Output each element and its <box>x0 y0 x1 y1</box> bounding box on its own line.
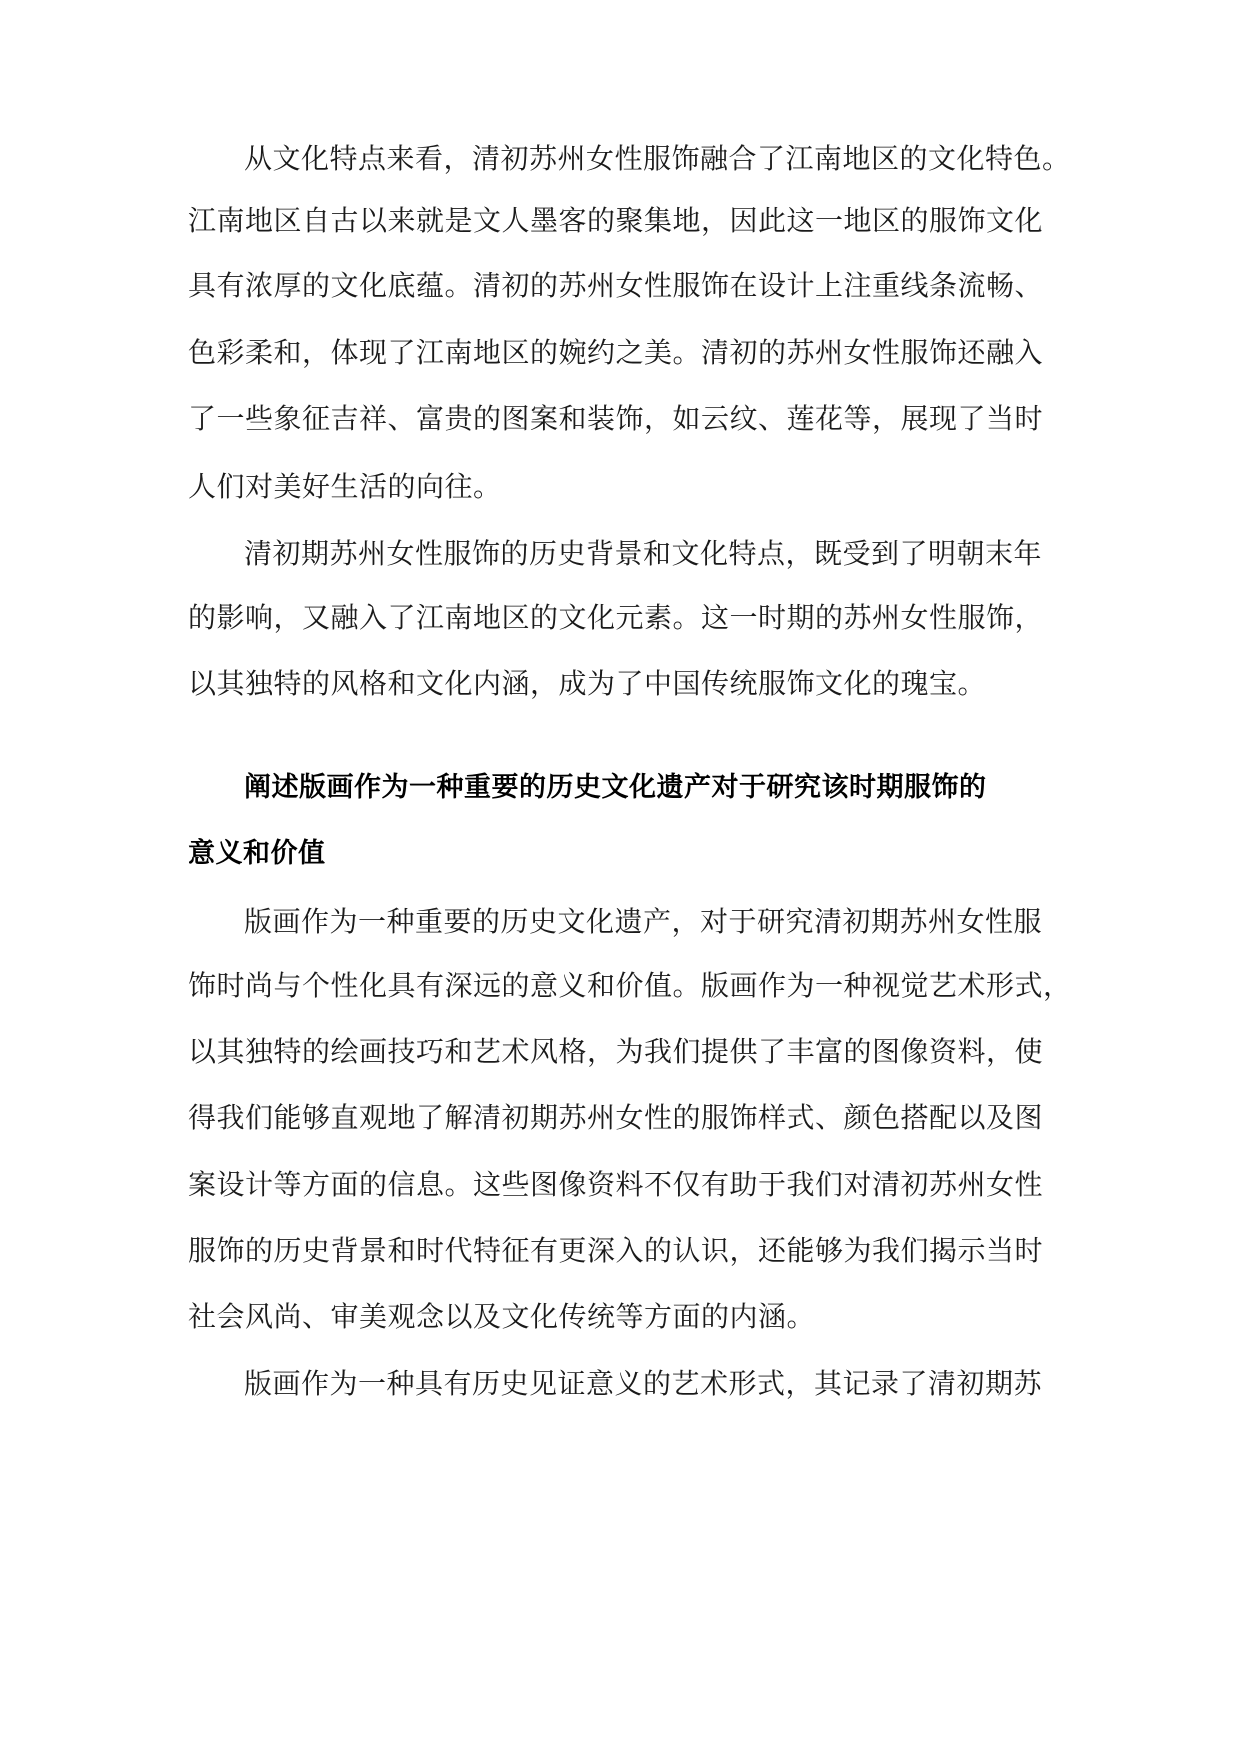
paragraph-4-line-1: 版画作为一种具有历史见证意义的艺术形式，其记录了清初期苏 <box>244 1367 1043 1400</box>
paragraph-3-line-7: 社会风尚、审美观念以及文化传统等方面的内涵。 <box>188 1300 816 1333</box>
paragraph-2-line-1: 清初期苏州女性服饰的历史背景和文化特点，既受到了明朝末年 <box>244 537 1043 570</box>
section-heading-line-1: 阐述版画作为一种重要的历史文化遗产对于研究该时期服饰的 <box>244 772 987 803</box>
paragraph-3-line-1: 版画作为一种重要的历史文化遗产，对于研究清初期苏州女性服 <box>244 905 1043 938</box>
paragraph-1-line-2: 江南地区自古以来就是文人墨客的聚集地，因此这一地区的服饰文化 <box>188 204 1044 237</box>
paragraph-3-line-6: 服饰的历史背景和时代特征有更深入的认识，还能够为我们揭示当时 <box>188 1234 1044 1267</box>
paragraph-2-line-3: 以其独特的风格和文化内涵，成为了中国传统服饰文化的瑰宝。 <box>188 667 987 700</box>
paragraph-3-line-4: 得我们能够直观地了解清初期苏州女性的服饰样式、颜色搭配以及图 <box>188 1101 1044 1134</box>
paragraph-1-line-1: 从文化特点来看，清初苏州女性服饰融合了江南地区的文化特色。 <box>244 142 1071 175</box>
paragraph-3-line-2: 饰时尚与个性化具有深远的意义和价值。版画作为一种视觉艺术形式， <box>188 969 1072 1002</box>
paragraph-3-line-5: 案设计等方面的信息。这些图像资料不仅有助于我们对清初苏州女性 <box>188 1168 1044 1201</box>
paragraph-1-line-3: 具有浓厚的文化底蕴。清初的苏州女性服饰在设计上注重线条流畅、 <box>188 269 1044 302</box>
section-heading-line-2: 意义和价值 <box>188 838 326 869</box>
paragraph-1-line-5: 了一些象征吉祥、富贵的图案和装饰，如云纹、莲花等，展现了当时 <box>188 402 1044 435</box>
paragraph-1-line-6: 人们对美好生活的向往。 <box>188 470 502 503</box>
paragraph-3-line-3: 以其独特的绘画技巧和艺术风格，为我们提供了丰富的图像资料，使 <box>188 1035 1044 1068</box>
paragraph-1-line-4: 色彩柔和，体现了江南地区的婉约之美。清初的苏州女性服饰还融入 <box>188 336 1044 369</box>
paragraph-2-line-2: 的影响，又融入了江南地区的文化元素。这一时期的苏州女性服饰， <box>188 601 1044 634</box>
